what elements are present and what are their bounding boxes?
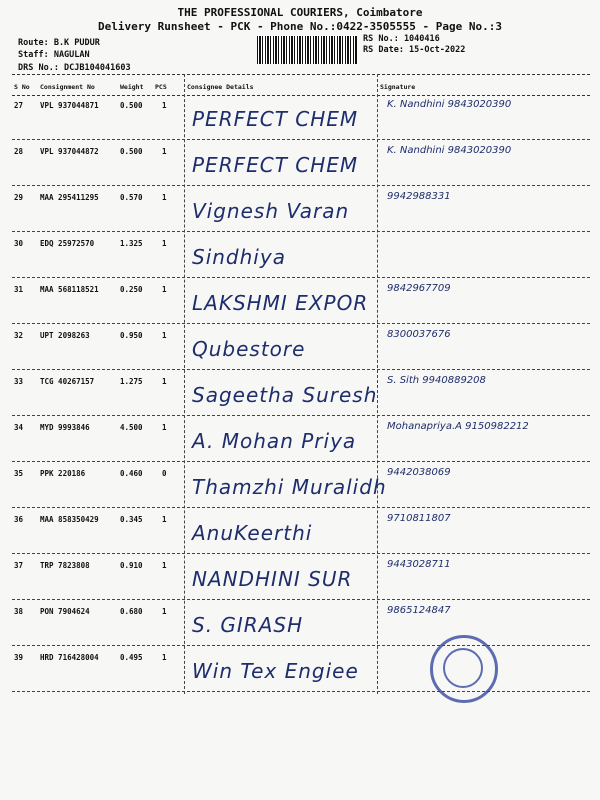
table-row — [12, 370, 590, 416]
table-row — [12, 278, 590, 324]
cell-sno: 28 — [14, 147, 24, 156]
table-row — [12, 600, 590, 646]
cell-pcs: 1 — [162, 147, 167, 156]
cell-weight: 0.345 — [120, 515, 143, 524]
cell-sno: 31 — [14, 285, 24, 294]
cell-pcs: 1 — [162, 607, 167, 616]
runsheet-subtitle: Delivery Runsheet - PCK - Phone No.:0422-3505555 - Page No.:3 — [98, 20, 502, 33]
rs-number: RS No.: 1040416 — [363, 34, 440, 44]
table-row — [12, 416, 590, 462]
consignee-name: PERFECT CHEM — [192, 107, 359, 131]
consignee-name: Thamzhi Muralidh — [192, 475, 387, 499]
cell-weight: 0.500 — [120, 101, 143, 110]
cell-sno: 37 — [14, 561, 24, 570]
cell-consignment: TCG 40267157 — [40, 377, 95, 386]
consignee-name: LAKSHMI EXPOR — [192, 291, 369, 315]
cell-sno: 30 — [14, 239, 24, 248]
signature-text: K. Nandhini 9843020390 — [387, 99, 512, 110]
cell-pcs: 1 — [162, 377, 167, 386]
cell-pcs: 1 — [162, 331, 167, 340]
cell-pcs: 0 — [162, 469, 167, 478]
signature-text: Mohanapriya.A 9150982212 — [387, 421, 529, 432]
cell-weight: 0.680 — [120, 607, 143, 616]
signature-text: 9710811807 — [387, 513, 451, 524]
table-row — [12, 554, 590, 600]
cell-pcs: 1 — [162, 239, 167, 248]
col-pcs: PCS — [155, 83, 167, 91]
table-row — [12, 324, 590, 370]
cell-sno: 39 — [14, 653, 24, 662]
signature-text: 9865124847 — [387, 605, 451, 616]
cell-weight: 0.500 — [120, 147, 143, 156]
cell-sno: 32 — [14, 331, 24, 340]
cell-consignment: MAA 568118521 — [40, 285, 99, 294]
cell-pcs: 1 — [162, 515, 167, 524]
cell-consignment: MYD 9993846 — [40, 423, 90, 432]
cell-consignment: EDQ 25972570 — [40, 239, 95, 248]
consignee-name: Qubestore — [192, 337, 306, 361]
route-label: Route: B.K PUDUR — [18, 38, 100, 48]
cell-consignment: VPL 937044871 — [40, 101, 99, 110]
cell-consignment: PON 7904624 — [40, 607, 90, 616]
cell-consignment: HRD 716428004 — [40, 653, 99, 662]
col-consignment: Consignment No — [40, 83, 95, 91]
consignee-name: Vignesh Varan — [192, 199, 350, 223]
consignee-name: A. Mohan Priya — [192, 429, 357, 453]
cell-weight: 1.325 — [120, 239, 143, 248]
signature-text: 9842967709 — [387, 283, 451, 294]
cell-weight: 0.570 — [120, 193, 143, 202]
cell-consignment: MAA 295411295 — [40, 193, 99, 202]
table-row — [12, 646, 590, 692]
cell-sno: 36 — [14, 515, 24, 524]
signature-text: 9942988331 — [387, 191, 451, 202]
signature-text: K. Nandhini 9843020390 — [387, 145, 512, 156]
cell-weight: 0.495 — [120, 653, 143, 662]
staff-label: Staff: NAGULAN — [18, 50, 90, 60]
signature-text: 9442038069 — [387, 467, 451, 478]
consignee-name: PERFECT CHEM — [192, 153, 359, 177]
cell-sno: 29 — [14, 193, 24, 202]
col-consignee: Consignee Details — [187, 83, 254, 91]
cell-pcs: 1 — [162, 561, 167, 570]
barcode-image — [257, 36, 357, 64]
table-row — [12, 462, 590, 508]
cell-weight: 1.275 — [120, 377, 143, 386]
consignee-name: Sindhiya — [192, 245, 286, 269]
runsheet-title: THE PROFESSIONAL COURIERS, Coimbatore — [177, 6, 423, 19]
table-row — [12, 232, 590, 278]
table-header — [12, 74, 590, 96]
consignee-name: S. GIRASH — [192, 613, 304, 637]
cell-pcs: 1 — [162, 285, 167, 294]
cell-pcs: 1 — [162, 101, 167, 110]
rs-date: RS Date: 15-Oct-2022 — [363, 45, 466, 55]
consignee-name: NANDHINI SUR — [192, 567, 353, 591]
cell-sno: 38 — [14, 607, 24, 616]
cell-consignment: UPT 2098263 — [40, 331, 90, 340]
table-row — [12, 140, 590, 186]
cell-weight: 0.950 — [120, 331, 143, 340]
cell-consignment: TRP 7823808 — [40, 561, 90, 570]
col-sno: S No — [14, 83, 30, 91]
cell-pcs: 1 — [162, 193, 167, 202]
cell-consignment: PPK 220186 — [40, 469, 86, 478]
cell-weight: 0.910 — [120, 561, 143, 570]
signature-text: S. Sith 9940889208 — [387, 375, 486, 386]
consignee-name: AnuKeerthi — [192, 521, 313, 545]
col-weight: Weight — [120, 83, 144, 91]
cell-pcs: 1 — [162, 423, 167, 432]
cell-weight: 4.500 — [120, 423, 143, 432]
cell-weight: 0.250 — [120, 285, 143, 294]
cell-sno: 27 — [14, 101, 24, 110]
consignee-name: Win Tex Engiee — [192, 659, 359, 683]
drs-number: DRS No.: DCJB104041603 — [18, 63, 131, 73]
table-row — [12, 186, 590, 232]
signature-text: 9443028711 — [387, 559, 451, 570]
consignee-name: Sageetha Suresh — [192, 383, 378, 407]
company-stamp — [430, 635, 498, 703]
table-row — [12, 508, 590, 554]
col-signature: Signature — [380, 83, 416, 91]
cell-sno: 35 — [14, 469, 24, 478]
table-row — [12, 94, 590, 140]
cell-consignment: MAA 858350429 — [40, 515, 99, 524]
cell-sno: 34 — [14, 423, 24, 432]
cell-sno: 33 — [14, 377, 24, 386]
cell-weight: 0.460 — [120, 469, 143, 478]
cell-pcs: 1 — [162, 653, 167, 662]
signature-text: 8300037676 — [387, 329, 451, 340]
cell-consignment: VPL 937044872 — [40, 147, 99, 156]
